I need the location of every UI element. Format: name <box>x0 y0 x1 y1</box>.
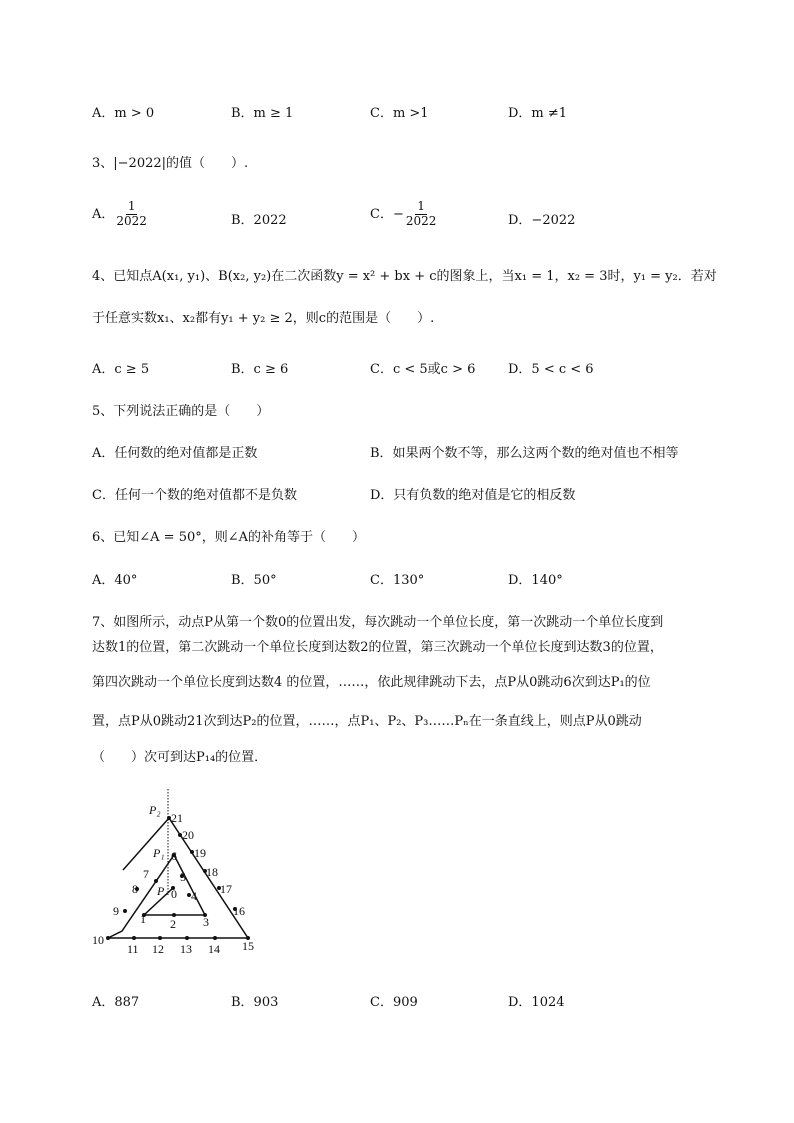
num-16: 16 <box>233 904 245 918</box>
q7-stem-line5: （ ）次可到达P₁₄的位置． <box>92 750 268 765</box>
q2-option-b: B．m ≥ 1 <box>231 106 294 121</box>
q7-stem-line4: 置，点P从0跳动21次到达P₂的位置，……，点P₁、P₂、P₃……Pₙ在一条直线上，则点P从0跳动 <box>92 714 642 729</box>
q6-option-b: B．50° <box>231 573 277 588</box>
q7-option-d: D．1024 <box>508 995 565 1010</box>
q6-option-d: D．140° <box>508 573 563 588</box>
num-5: 5 <box>180 870 186 884</box>
num-19: 19 <box>194 846 206 860</box>
q4-stem-line2: 于任意实数x₁、x₂都有y₁ + y₂ ≥ 2，则c的范围是（ ）. <box>92 311 435 326</box>
num-10: 10 <box>92 933 104 947</box>
q7-spiral-figure <box>85 785 285 975</box>
q7-stem-line3: 第四次跳动一个单位长度到达数4 的位置，……，依此规律跳动下去，点P从0跳动6次到达P₁的位 <box>92 675 651 690</box>
q4-stem-line1: 4、已知点A(x₁, y₁)、B(x₂, y₂)在二次函数y = x² + bx + c的图象上，当x₁ = 1，x₂ = 3时，y₁ = y₂．若对 <box>92 269 717 284</box>
q6-option-a: A．40° <box>92 573 138 588</box>
q4-option-b: B．c ≥ 6 <box>231 362 289 377</box>
num-17: 17 <box>220 882 232 896</box>
num-4: 4 <box>191 889 197 903</box>
label-p1: P₁ <box>153 846 165 860</box>
num-3: 3 <box>203 915 209 929</box>
num-7: 7 <box>143 867 149 881</box>
num-6: 6 <box>171 849 177 863</box>
spiral-path <box>108 818 248 938</box>
q2-option-c: C．m >1 <box>370 106 429 121</box>
q4-option-c: C．c < 5或c > 6 <box>370 362 476 377</box>
q5-stem: 5、下列说法正确的是（ ） <box>92 404 270 419</box>
num-9: 9 <box>113 904 119 918</box>
num-14: 14 <box>208 942 220 956</box>
label-p: P <box>157 884 165 898</box>
q3-option-d: D．−2022 <box>508 213 576 228</box>
q3-option-b: B．2022 <box>231 213 287 228</box>
num-8: 8 <box>132 882 138 896</box>
q3-option-a: A． $\frac{1}{2022}$ <box>92 199 147 228</box>
num-0: 0 <box>171 887 177 901</box>
num-15: 15 <box>242 939 254 953</box>
q5-option-d: D．只有负数的绝对值是它的相反数 <box>370 488 576 503</box>
num-12: 12 <box>152 942 164 956</box>
q4-option-a: A．c ≥ 5 <box>92 362 150 377</box>
q4-option-d: D．5 < c < 6 <box>508 362 594 377</box>
q2-option-d: D．m ≠1 <box>508 106 568 121</box>
num-11: 11 <box>127 942 139 956</box>
q5-option-c: C．任何一个数的绝对值都不是负数 <box>92 488 297 503</box>
q6-stem: 6、已知∠A = 50°，则∠A的补角等于（ ） <box>92 530 366 545</box>
q5-option-b: B．如果两个数不等，那么这两个数的绝对值也不相等 <box>370 446 679 461</box>
q7-stem-line1: 7、如图所示，动点P从第一个数0的位置出发，每次跳动一个单位长度，第一次跳动一个单位长度到 <box>92 615 664 630</box>
q2-option-a: A．m > 0 <box>92 106 155 121</box>
q6-option-c: C．130° <box>370 573 425 588</box>
num-2: 2 <box>170 917 176 931</box>
q7-option-b: B．903 <box>231 995 279 1010</box>
q7-option-a: A．887 <box>92 995 140 1010</box>
num-1: 1 <box>140 912 146 926</box>
label-p2: P₂ <box>149 803 161 817</box>
q5-option-a: A．任何数的绝对值都是正数 <box>92 446 258 461</box>
q3-option-c: C．− $\frac{1}{2022}$ <box>370 199 437 228</box>
q7-stem-line2: 达数1的位置，第二次跳动一个单位长度到达数2的位置，第三次跳动一个单位长度到达数3的位置， <box>92 640 663 655</box>
num-20: 20 <box>182 828 194 842</box>
num-21: 21 <box>171 811 183 825</box>
q3-stem: 3、|−2022|的值（ ）. <box>92 156 249 171</box>
q7-option-c: C．909 <box>370 995 418 1010</box>
num-13: 13 <box>180 942 192 956</box>
num-18: 18 <box>206 865 218 879</box>
